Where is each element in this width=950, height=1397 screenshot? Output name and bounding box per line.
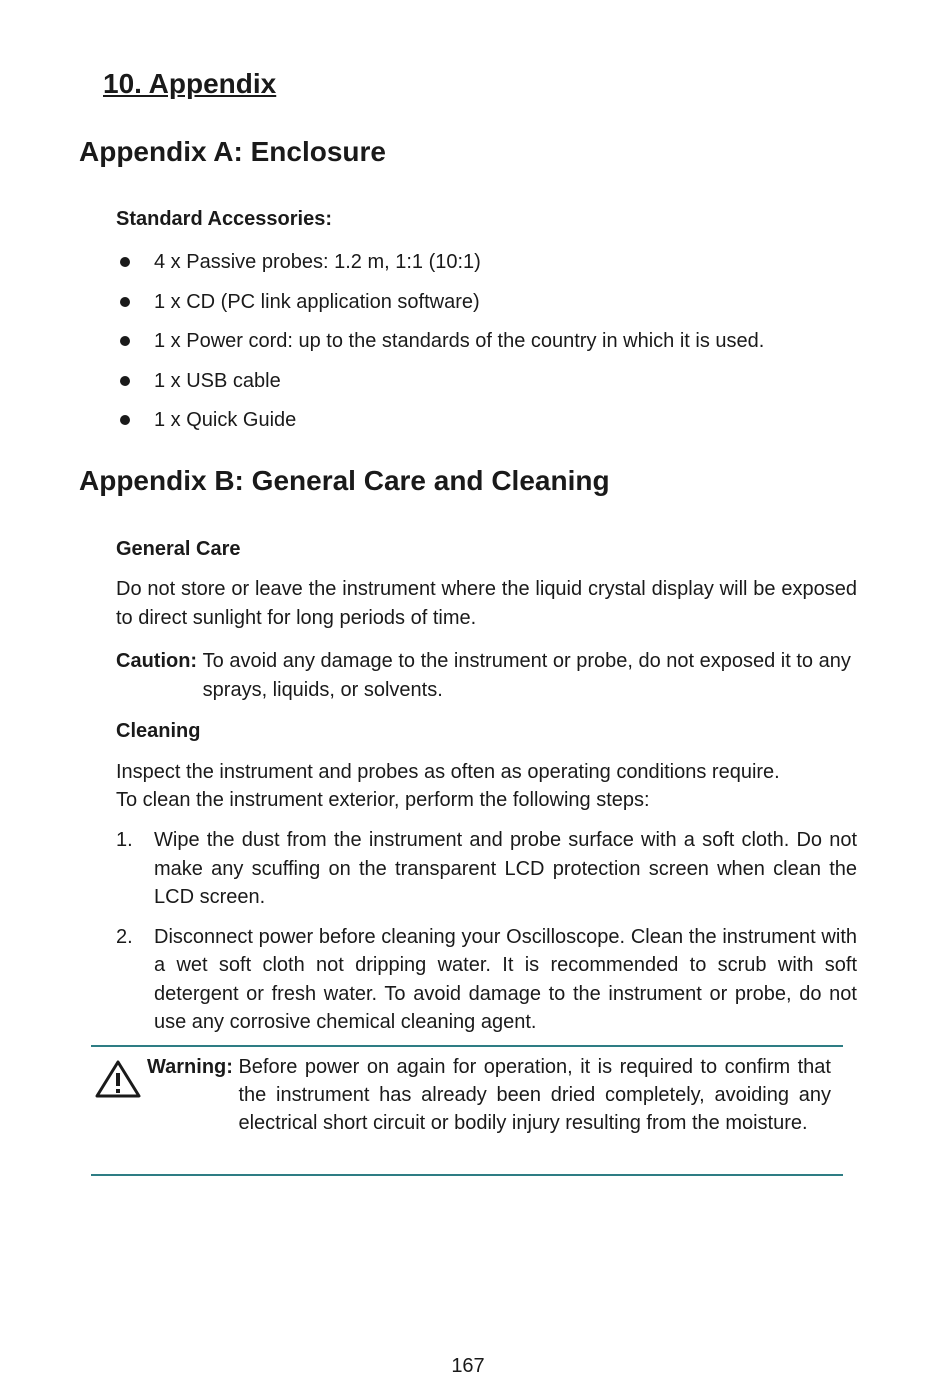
- appendix-a-title: Appendix A: Enclosure: [79, 136, 387, 167]
- list-item: [116, 826, 857, 912]
- warning-box: [91, 1045, 843, 1176]
- cleaning-intro-1: Inspect the instrument and probes as often as operating conditions require.: [116, 761, 780, 783]
- list-item: 1 x Power cord: up to the standards of the country in which it is used.: [116, 327, 836, 367]
- standard-accessories-heading: Standard Accessories:: [116, 208, 333, 230]
- bullet-icon: [120, 297, 130, 307]
- chapter-title: 10. Appendix: [103, 68, 277, 99]
- appendix-b-title: Appendix B: General Care and Cleaning: [79, 465, 610, 496]
- step-text: Wipe the dust from the instrument and probe surface with a soft cloth. Do not make any scuffing on the transparent LCD protection screen when clean the LCD screen.: [154, 829, 857, 908]
- warning-label: Warning:: [147, 1056, 239, 1078]
- cleaning-intro-2: To clean the instrument exterior, perform the following steps:: [116, 789, 650, 811]
- bullet-icon: [120, 415, 130, 425]
- caution-text: To avoid any damage to the instrument or probe, do not exposed it to any sprays, liquids, or solvents.: [202, 650, 851, 701]
- caution-note: [116, 647, 857, 704]
- step-number: 1.: [116, 829, 133, 851]
- list-item: 1 x USB cable: [116, 367, 836, 407]
- page-number: 167: [451, 1355, 485, 1377]
- list-item: [116, 923, 857, 1037]
- warning-note: [147, 1053, 831, 1137]
- accessories-list: [116, 248, 836, 446]
- warning-triangle-icon: [94, 1059, 142, 1099]
- cleaning-steps: [116, 826, 857, 1048]
- general-care-text: Do not store or leave the instrument where the liquid crystal display will be exposed to direct sunlight for long periods of time.: [116, 578, 857, 629]
- bullet-icon: [120, 257, 130, 267]
- warning-text: Before power on again for operation, it is required to confirm that the instrument has already been dried completely, avoiding any electrical short circuit or bodily injury resulting from the moisture.: [238, 1056, 831, 1134]
- caution-label: Caution:: [116, 650, 203, 672]
- cleaning-heading: Cleaning: [116, 720, 201, 742]
- list-item: 4 x Passive probes: 1.2 m, 1:1 (10:1): [116, 248, 836, 288]
- bullet-icon: [120, 376, 130, 386]
- list-item: 1 x CD (PC link application software): [116, 288, 836, 328]
- list-item: 1 x Quick Guide: [116, 406, 836, 446]
- step-text: Disconnect power before cleaning your Oscilloscope. Clean the instrument with a wet soft cloth not dripping water. It is recommended to scrub with soft detergent or fresh water. To avoid damage to the instrument or probe, do not use any corrosive chemical cleaning agent.: [154, 925, 857, 1033]
- bullet-icon: [120, 336, 130, 346]
- general-care-heading: General Care: [116, 538, 241, 560]
- step-number: 2.: [116, 925, 133, 948]
